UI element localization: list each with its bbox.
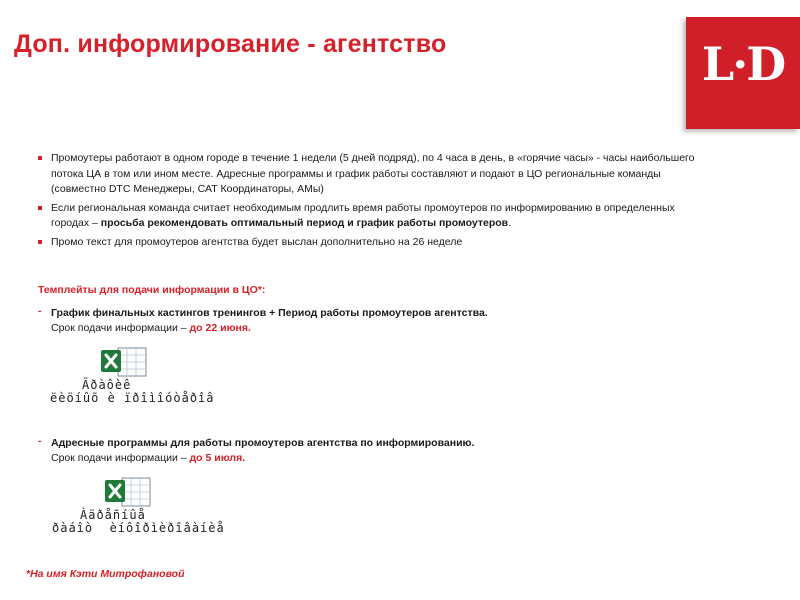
deadline-date: до 5 июля. [189,452,246,464]
logo-text: L·D [701,37,785,91]
bullet-item [38,151,708,198]
template-title: График финальных кастингов тренингов + Период работы промоутеров агентства. [51,307,488,319]
bullet-list [38,151,708,253]
bullet-text-end: . [508,217,512,229]
dash-marker: - [38,305,42,317]
deadline-prefix: Срок подачи информации – [51,452,190,464]
bullet-text: Если региональная команда считает необходимым продлить время работы промоутеров по информированию в определенных городах – [51,201,675,229]
deadline-prefix: Срок подачи информации – [51,322,190,334]
bullet-emphasis: просьба рекомендовать оптимальный период и график работы промоутеров [100,217,509,229]
template-item [38,436,678,466]
template-item [38,306,678,336]
ld-logo [686,17,800,129]
slide-title: Доп. информирование - агентство [14,30,447,58]
file-label-2: ëèöíûõ è ïðîìîóòåðîâ [50,391,215,405]
deadline-date: до 22 июня. [189,322,251,334]
template-deadline [38,321,678,336]
bullet-item [38,235,708,251]
bullet-text: Промоутеры работают в одном городе в течение 1 недели (5 дней подряд), по 4 часа в день, в «горячие часы» - часы наибольшего потока ЦА в том или ином месте. Адресные программы и график работы составляют и подают в ЦО региональные команды (совместно DTC Менеджеры, САТ Координаторы, АМы) [51,152,695,195]
file-label-2: ðàáîò èíôîðìèðîâàíèå [52,521,225,535]
file-label-1: Àäðåñíûå [80,508,146,522]
footnote: *На имя Кэти Митрофановой [26,568,185,580]
excel-file-icon[interactable] [100,346,148,378]
template-deadline [38,451,678,466]
file-label-1: Ãðàôèê [82,378,132,392]
bullet-item [38,201,708,232]
template-title: Адресные программы для работы промоутеров агентства по информированию. [51,437,475,449]
excel-file-icon[interactable] [104,476,152,508]
bullet-text: Промо текст для промоутеров агентства будет выслан дополнительно на 26 неделе [51,235,463,248]
dash-marker: - [38,435,42,447]
templates-heading: Темплейты для подачи информации в ЦО*: [38,284,266,296]
